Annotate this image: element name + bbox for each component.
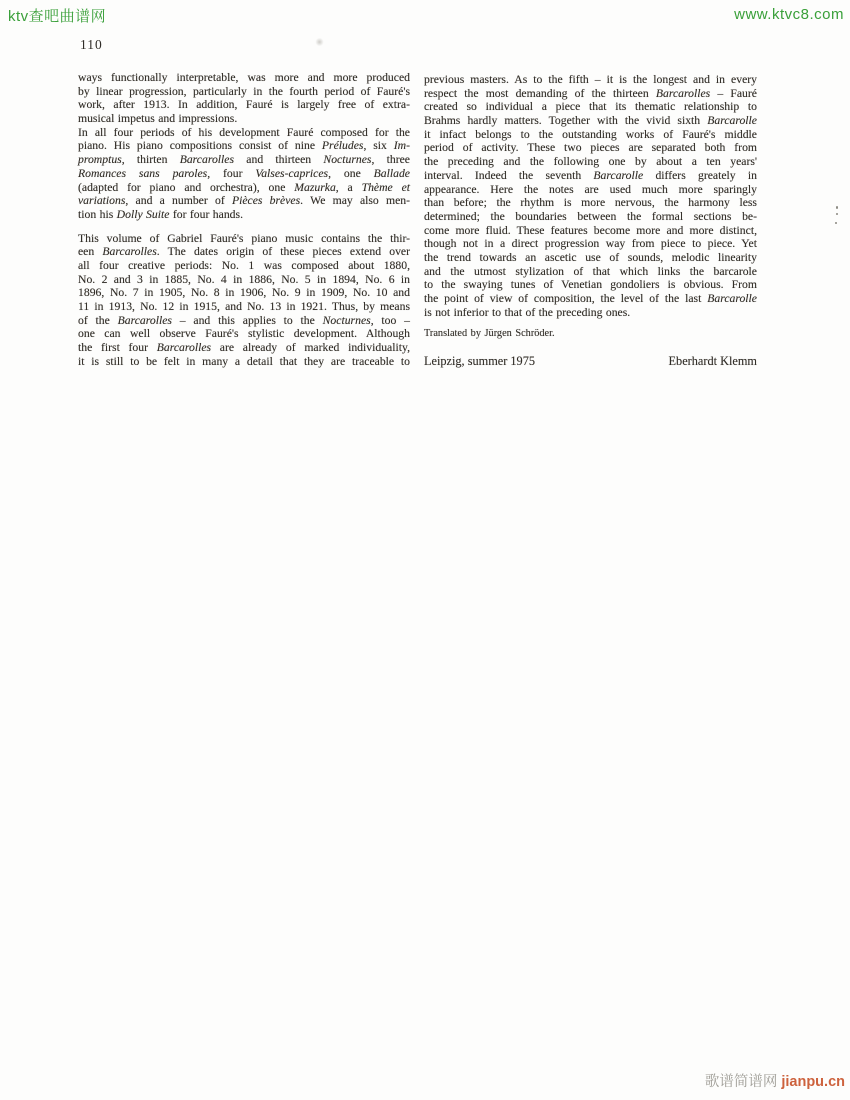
text-line: it infact belongs to the outstanding works of Fauré's middle bbox=[424, 127, 757, 141]
text-line: 11 in 1913, No. 12 in 1915, and No. 13 in 1921. Thus, by means bbox=[78, 300, 410, 313]
text-line: it is still to be felt in many a detail that they are traceable to bbox=[78, 354, 410, 368]
text-line: In all four periods of his development Fauré composed for the bbox=[78, 125, 410, 139]
text-line: is not inferior to that of the preceding ones. bbox=[424, 305, 631, 319]
text-line: (adapted for piano and orchestra), one Mazurka, a Thème et bbox=[78, 180, 411, 194]
paragraph bbox=[424, 73, 757, 319]
paragraph bbox=[78, 71, 410, 126]
text-line: all four creative periods: No. 1 was composed about 1880, bbox=[78, 258, 410, 272]
text-line: to the swaying tunes of Venetian gondoliers is obvious. From bbox=[424, 278, 757, 292]
watermark-top-right: www.ktvc8.com bbox=[734, 6, 844, 23]
text-line: Romances sans paroles, four Valses-caprices, one Ballade bbox=[78, 166, 410, 180]
text-line: and the utmost stylization of that which links the barcarole bbox=[424, 264, 757, 278]
paragraph bbox=[78, 126, 410, 222]
text-line: This volume of Gabriel Fauré's piano music contains the thir- bbox=[78, 231, 410, 245]
text-column-left bbox=[78, 71, 410, 368]
text-line: of the Barcarolles – and this applies to the Nocturnes, too – bbox=[78, 313, 410, 327]
text-line: promptus, thirten Barcarolles and thirteen Nocturnes, three bbox=[78, 153, 410, 167]
text-line: work, after 1913. In addition, Fauré is largely free of extra- bbox=[78, 98, 410, 112]
text-line: piano. His piano compositions consist of nine Préludes, six Im- bbox=[78, 139, 411, 153]
text-line: tion his Dolly Suite for four hands. bbox=[78, 207, 243, 221]
text-line: the preceding and the following one by about a ten years' bbox=[424, 155, 757, 169]
place-date: Leipzig, summer 1975 bbox=[424, 354, 535, 369]
text-line: come more fluid. These features become more and more distinct, bbox=[424, 223, 757, 237]
text-line: appearance. Here the notes are used much more sparingly bbox=[424, 182, 757, 196]
text-line: 1896, No. 7 in 1905, No. 8 in 1906, No. 9 in 1909, No. 10 and bbox=[78, 286, 410, 300]
text-line: een Barcarolles. The dates origin of these pieces extend over bbox=[78, 245, 411, 259]
text-line: musical impetus and impressions. bbox=[78, 112, 238, 126]
text-line: one can well observe Fauré's stylistic development. Although bbox=[78, 327, 410, 341]
text-line: Brahms hardly matters. Together with the vivid sixth Barcarolle bbox=[424, 114, 757, 128]
text-line: the first four Barcarolles are already of marked individuality, bbox=[78, 341, 410, 355]
scan-smudge bbox=[315, 38, 324, 46]
signature-row bbox=[424, 354, 757, 369]
text-column-right bbox=[424, 73, 757, 369]
text-line: respect the most demanding of the thirteen Barcarolles – Fauré bbox=[424, 86, 757, 100]
text-line: than before; the rhythm is more nervous, the harmony less bbox=[424, 196, 757, 210]
text-line: ways functionally interpretable, was more and more produced bbox=[78, 71, 410, 84]
watermark-top-left: ktv查吧曲谱网 bbox=[8, 8, 107, 25]
translator-note: Translated by Jürgen Schröder. bbox=[424, 328, 555, 340]
scan-speck bbox=[835, 222, 837, 224]
paragraph bbox=[78, 232, 410, 369]
text-line: interval. Indeed the seventh Barcarolle differs greately in bbox=[424, 168, 757, 182]
text-line: though not in a direct progression way from piece to piece. Yet bbox=[424, 237, 757, 251]
text-line: previous masters. As to the fifth – it is the longest and in every bbox=[424, 73, 757, 86]
watermark-bottom bbox=[705, 1070, 845, 1091]
text-line: determined; the boundaries between the formal sections be- bbox=[424, 209, 757, 223]
text-line: by linear progression, particularly in the fourth period of Fauré's bbox=[78, 84, 410, 98]
watermark-bottom-site: jianpu.cn bbox=[781, 1074, 845, 1090]
page-number: 110 bbox=[80, 37, 103, 52]
text-line: period of activity. These two pieces are separated both from bbox=[424, 141, 757, 155]
text-line: No. 2 and 3 in 1885, No. 4 in 1886, No. 5 in 1894, No. 6 in bbox=[78, 272, 410, 286]
scan-speck bbox=[836, 206, 838, 209]
text-line: variations, and a number of Pièces brèves. We may also men- bbox=[78, 194, 411, 208]
text-line: the point of view of composition, the level of the last Barcarolle bbox=[424, 292, 757, 305]
author-name: Eberhardt Klemm bbox=[668, 354, 757, 369]
text-line: the trend towards an ascetic use of sounds, melodic linearity bbox=[424, 250, 757, 264]
watermark-bottom-cn: 歌谱简谱网 bbox=[704, 1074, 778, 1090]
text-line: created so individual a piece that its thematic relationship to bbox=[424, 100, 757, 114]
scan-speck bbox=[836, 213, 838, 215]
